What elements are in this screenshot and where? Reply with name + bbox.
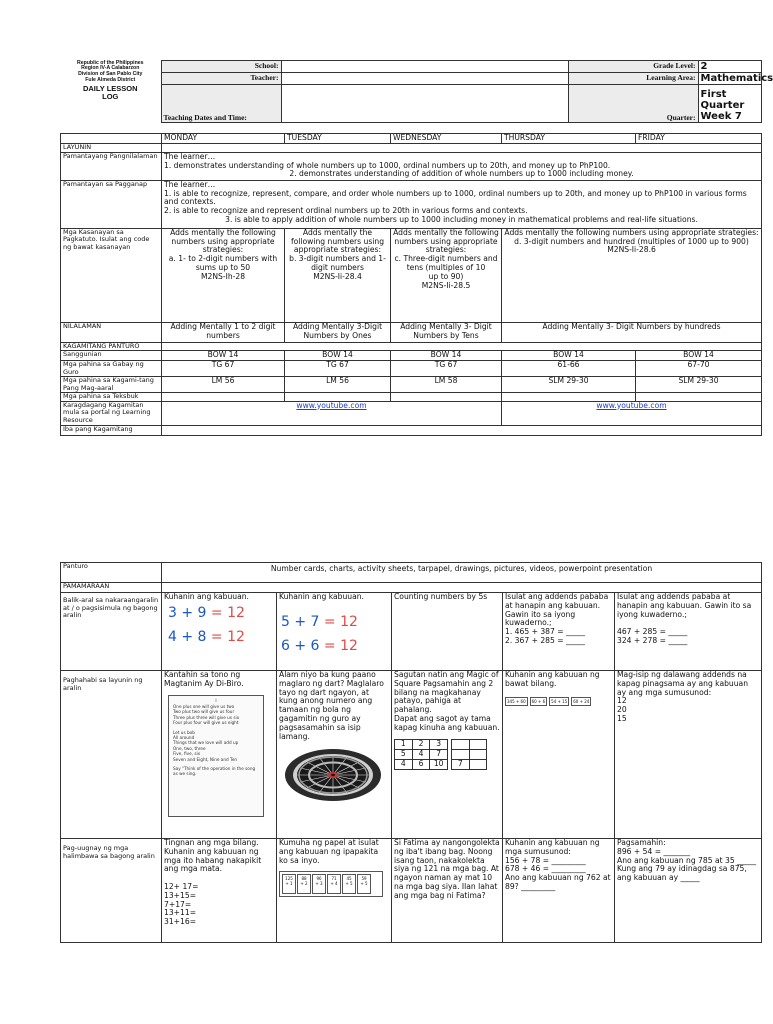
paguugnay-tuesday: Kumuha ng papel at isulat ang kabuuan ng ipapakita ko sa inyo. 125 + 188 + 296 + 371 + 445 + 559 + 5 <box>277 839 392 943</box>
addition-box: 60 + 24 <box>573 698 590 704</box>
magic-cell: 5 <box>395 749 413 759</box>
procedure-table <box>60 562 762 943</box>
paguugnay-monday: Tingnan ang mga bilang. Kuhanin ang kabuuan ng mga ito habang nakapikit ang mga mata. 12+ 17= 13+15= 7+17= 13+11= 31+16= <box>162 839 277 943</box>
nilalaman-wednesday: Adding Mentally 3- Digit Numbers by Tens <box>391 322 502 342</box>
day-monday: MONDAY <box>162 134 285 144</box>
dll-title: DAILY LESSON LOG <box>82 83 138 101</box>
kasanayan-thursday: Adds mentally the following numbers using appropriate strategies: d. 3-digit numbers and hundred (multiples of 1000 up to 900) M2NS-Ii-28.6 <box>502 228 762 322</box>
dartboard-image <box>283 747 383 803</box>
gabay-label: Mga pahina sa Gabay ng Guro <box>61 361 162 377</box>
number-card: 96 + 3 <box>312 874 326 894</box>
kagamitang-pahina-wednesday: LM 58 <box>391 377 502 393</box>
magic-cell: 7 <box>452 759 470 769</box>
nilalaman-tuesday: Adding Mentally 3-Digit Numbers by Ones <box>285 322 391 342</box>
magic-cell <box>469 759 487 769</box>
balik-aral-tuesday: Kuhanin ang kabuuan. 5 + 7 = 12 6 + 6 = 12 <box>277 593 392 671</box>
paghahabi-monday: Kantahin sa tono ng Magtanim Ay Di-Biro. I One plus one will give us two Two plus two will give us four Three plus three will give us six Four plus four will give us eight Let us bob All around Things that we love will add up One, two, three Five, five, six Seven and Eight, Nine and Ten Say "Think of the operation in the song as we sing. <box>162 671 277 839</box>
magic-cell <box>452 749 470 759</box>
sanggunian-wednesday: BOW 14 <box>391 351 502 361</box>
nilalaman-thursday: Adding Mentally 3- Digit Numbers by hundreds <box>502 322 762 342</box>
magic-cell: 6 <box>412 759 430 769</box>
gabay-monday: TG 67 <box>162 361 285 377</box>
teacher-label: Teacher: <box>161 73 281 85</box>
song-lyrics-image: I One plus one will give us two Two plus two will give us four Three plus three will give us six Four plus four will give us eight Let us bob All around Things that we love will add up One, two, three Five, five, six Seven and Eight, Nine and Ten Say "Think of the operation in the song as we sing. <box>168 695 264 817</box>
magic-cell <box>452 739 470 749</box>
kasanayan-tuesday: Adds mentally the following numbers using appropriate strategies: b. 3-digit numbers and 1-digit numbers M2NS-Ii-28.4 <box>285 228 391 322</box>
balik-aral-wednesday: Counting numbers by 5s <box>392 593 503 671</box>
lesson-plan-table <box>60 133 762 436</box>
kagamitang-pahina-tuesday: LM 56 <box>285 377 391 393</box>
magic-square-left <box>394 739 448 770</box>
pagganap-value: The learner… 1. is able to recognize, represent, compare, and order whole numbers up to 1000, ordinal numbers up to 20th, and money up to PhP100 in various forms and contexts. 2. is able to recognize and represent ordinal numbers up to 20th in various forms and contexts. 3. is able to apply addition of whole numbers up to 1000 including money in mathematical problems and real-life situations. <box>162 180 762 228</box>
addition-boxes <box>505 697 612 706</box>
paghahabi-wednesday: Sagutan natin ang Magic of Square Pagsamahin ang 2 bilang na magkahanay patayo, pahiga at pahalang. Dapat ang sagot ay tama kapag kinuha ang kabuuan. 1 2 3 5 4 7 4 6 10 7 <box>392 671 503 839</box>
layunin-value <box>162 143 762 152</box>
teacher-value <box>281 73 568 85</box>
pamantayang-label: Pamantayang Pangnilalaman <box>61 152 162 180</box>
number-card: 71 + 4 <box>327 874 341 894</box>
gabay-thursday: 61-66 <box>502 361 636 377</box>
number-card: 88 + 2 <box>297 874 311 894</box>
karagdagang-label: Karagdagang Kagamitan mula sa portal ng Learning Resource <box>61 401 162 425</box>
pagganap-label: Pamantayan sa Pagganap <box>61 180 162 228</box>
republic-header: Republic of the Philippines Region IV-A Calabarzon Division of San Pablo City Fule Almeda District <box>76 59 144 83</box>
kasanayan-wednesday: Adds mentally the following numbers using appropriate strategies: c. Three-digit numbers and tens (multiples of 10 up to 90) M2NS-Ii-28.5 <box>391 228 502 322</box>
quarter-value: First Quarter Week 7 <box>698 85 761 123</box>
kagamitang-pahina-monday: LM 56 <box>162 377 285 393</box>
magic-square-right <box>451 739 487 770</box>
karagdagang-link-cell-1 <box>162 401 502 425</box>
grade-level-label: Grade Level: <box>568 61 698 73</box>
quarter-label: Quarter: <box>568 85 698 123</box>
kagamitang-pahina-label: Mga pahina sa Kagami-tang Pang Mag-aaral <box>61 377 162 393</box>
panturo-value: Number cards, charts, activity sheets, tarpapel, drawings, pictures, videos, powerpoint presentation <box>162 563 762 583</box>
iba-label: Iba pang Kagamitang <box>61 425 162 435</box>
kagamitang-label: KAGAMITANG PANTURO <box>61 342 162 351</box>
magic-cell: 3 <box>430 739 448 749</box>
number-card: 45 + 5 <box>342 874 356 894</box>
magic-cell: 7 <box>430 749 448 759</box>
paguugnay-thursday: Kuhanin ang kabuuan ng mga sumusunod: 156 + 78 = _________ 678 + 46 = _________ Ano ang kabuuan ng 762 at 89? _________ <box>503 839 615 943</box>
nilalaman-label: NILALAMAN <box>61 322 162 342</box>
paguugnay-wednesday: Si Fatima ay nangongolekta ng iba't ibang bag. Noong isang taon, nakakolekta siya ng 121 na mga bag. At ngayon naman ay mat 10 na mga bag siya. Ilan lahat ang mga bag ni Fatima? <box>392 839 503 943</box>
magic-cell <box>469 739 487 749</box>
pamamaraan-value <box>162 583 762 593</box>
paguugnay-friday: Pagsamahin: 896 + 54 = _______ Ano ang kabuuan ng 785 at 35 _____ Kung ang 79 ay idinagdag sa 875, ang kabuuan ay _____ <box>615 839 762 943</box>
teksbuk-monday <box>162 393 285 402</box>
magic-cell: 1 <box>395 739 413 749</box>
paguugnay-label: Pag-uugnay ng mga halimbawa sa bagong aralin <box>61 839 162 943</box>
nilalaman-monday: Adding Mentally 1 to 2 digit numbers <box>162 322 285 342</box>
addition-box: 54 + 15 <box>551 698 568 704</box>
panturo-label: Panturo <box>61 563 162 583</box>
days-corner <box>61 134 162 144</box>
kagamitang-pahina-friday: SLM 29-30 <box>636 377 762 393</box>
teksbuk-wednesday <box>391 393 502 402</box>
day-tuesday: TUESDAY <box>285 134 391 144</box>
magic-cell <box>469 749 487 759</box>
balik-aral-thursday: Isulat ang addends pababa at hanapin ang kabuuan. Gawin ito sa iyong kuwaderno.; 1. 465 + 387 = _____ 2. 367 + 285 = _____ <box>503 593 615 671</box>
teaching-dates-label: Teaching Dates and Time: <box>161 85 281 123</box>
gabay-wednesday: TG 67 <box>391 361 502 377</box>
sanggunian-monday: BOW 14 <box>162 351 285 361</box>
sanggunian-friday: BOW 14 <box>636 351 762 361</box>
magic-cell: 10 <box>430 759 448 769</box>
kagamitang-pahina-thursday: SLM 29-30 <box>502 377 636 393</box>
pamamaraan-label: PAMAMARAAN <box>61 583 162 593</box>
sanggunian-label: Sanggunian <box>61 351 162 361</box>
paghahabi-thursday: Kuhanin ang kabuuan ng bawat bilang. 345 + 60 60 + 6 54 + 15 60 + 24 <box>503 671 615 839</box>
layunin-label: LAYUNIN <box>61 143 162 152</box>
gabay-friday: 67-70 <box>636 361 762 377</box>
school-label: School: <box>161 61 281 73</box>
gabay-tuesday: TG 67 <box>285 361 391 377</box>
number-card: 125 + 1 <box>282 874 296 894</box>
teaching-dates-value <box>281 85 568 123</box>
kagamitang-value <box>162 342 762 351</box>
balik-aral-monday: Kuhanin ang kabuuan. 3 + 9 = 12 4 + 8 = 12 <box>162 593 277 671</box>
paghahabi-label: Paghahabi sa layunin ng aralin <box>61 671 162 839</box>
magic-square <box>394 739 500 770</box>
day-wednesday: WEDNESDAY <box>391 134 502 144</box>
school-value <box>281 61 568 73</box>
paghahabi-friday: Mag-isip ng dalawang addends na kapag pinagsama ay ang kabuuan ay ang mga sumusunod: 12 20 15 <box>615 671 762 839</box>
magic-cell: 4 <box>412 749 430 759</box>
pamantayang-value: The learner… 1. demonstrates understanding of whole numbers up to 1000, ordinal numbers up to 20th, and money up to PhP100. 2. demonstrates understanding of addition of whole numbers up to 1000 including money. <box>162 152 762 180</box>
sanggunian-thursday: BOW 14 <box>502 351 636 361</box>
balik-aral-label: Balik-aral sa nakaraangaralin at / o pagsisimula ng bagong aralin <box>61 593 162 671</box>
learning-area-label: Learning Area: <box>568 73 698 85</box>
day-friday: FRIDAY <box>636 134 762 144</box>
balik-aral-friday: Isulat ang addends pababa at hanapin ang kabuuan. Gawin ito sa iyong kuwaderno.; 467 + 285 = _____ 324 + 278 = _____ <box>615 593 762 671</box>
youtube-link[interactable]: www.youtube.com <box>596 400 667 410</box>
kasanayan-monday: Adds mentally the following numbers using appropriate strategies: a. 1- to 2-digit numbers with sums up to 50 M2NS-Ih-28 <box>162 228 285 322</box>
sanggunian-tuesday: BOW 14 <box>285 351 391 361</box>
grade-level-value: 2 <box>698 61 761 73</box>
number-card: 59 + 5 <box>357 874 371 894</box>
learning-area-value: Mathematics <box>698 73 761 85</box>
number-cards <box>279 871 383 897</box>
youtube-link[interactable]: www.youtube.com <box>296 400 367 410</box>
header-table <box>60 59 773 123</box>
kasanayan-label: Mga Kasanayan sa Pagkatuto. Isulat ang code ng bawat kasanayan <box>61 228 162 322</box>
paghahabi-tuesday: Alam niyo ba kung paano maglaro ng dart? Maglalaro tayo ng dart ngayon, at kung anong numero ang tamaan ng bola ng gagamitin ng guro ay pagsasamahin sa isip lamang. <box>277 671 392 839</box>
magic-cell: 4 <box>395 759 413 769</box>
iba-value <box>162 425 762 435</box>
teksbuk-label: Mga pahina sa Teksbuk <box>61 393 162 402</box>
addition-box: 345 + 60 <box>507 698 526 704</box>
magic-cell: 2 <box>412 739 430 749</box>
day-thursday: THURSDAY <box>502 134 636 144</box>
addition-box: 60 + 6 <box>531 698 546 704</box>
karagdagang-link-cell-2 <box>502 401 762 425</box>
